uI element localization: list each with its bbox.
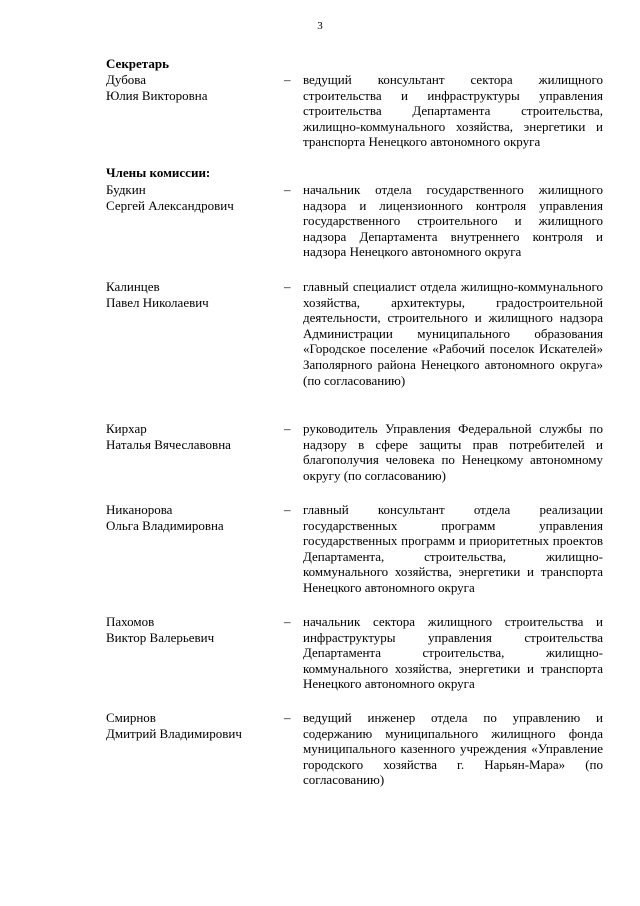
person-position: ведущий инженер отдела по управлению и содержанию муниципального жилищного фонда муниципального казенного учреждения «Управление городского хозяйства г. Нарьян-Мара» (по согласованию) xyxy=(303,710,603,788)
person-surname: Смирнов xyxy=(106,710,156,725)
separator-dash: – xyxy=(284,421,291,436)
person-given-names: Дмитрий Владимирович xyxy=(106,725,242,741)
secretary-heading: Секретарь xyxy=(106,56,169,71)
person-position: начальник сектора жилищного строительства и инфраструктуры управления строительства Департамента строительства, жилищно-коммунального хозяйства, энергетики и транспорта Ненецкого автономного округа xyxy=(303,614,603,692)
person-given-names: Павел Николаевич xyxy=(106,294,209,310)
person-given-names: Сергей Александрович xyxy=(106,197,234,213)
separator-dash: – xyxy=(284,182,291,197)
separator-dash: – xyxy=(284,614,291,629)
person-surname: Никанорова xyxy=(106,502,173,517)
person-name xyxy=(106,72,276,103)
person-position: руководитель Управления Федеральной службы по надзору в сфере защиты прав потребителей и благополучия человека по Ненецкому автономному округу (по согласованию) xyxy=(303,421,603,483)
separator-dash: – xyxy=(284,710,291,725)
person-position: ведущий консультант сектора жилищного строительства и инфраструктуры управления строительства Департамента строительства, жилищно-коммунального хозяйства, энергетики и транспорта Ненецкого автономного округа xyxy=(303,72,603,150)
person-name xyxy=(106,710,276,741)
person-surname: Пахомов xyxy=(106,614,155,629)
person-name xyxy=(106,614,276,645)
person-position: главный консультант отдела реализации государственных программ управления государственных программ и приоритетных проектов Департамента, строительства, жилищно-коммунального хозяйства, энергетики и транспорта Ненецкого автономного округа xyxy=(303,502,603,595)
person-position: главный специалист отдела жилищно-коммунального хозяйства, архитектуры, градостроительной деятельности, строительного и жилищного надзора Администрации муниципального образования «Городское поселение «Рабочий поселок Искателей» Заполярного района Ненецкого автономного округа» (по согласованию) xyxy=(303,279,603,388)
separator-dash: – xyxy=(284,279,291,294)
members-heading: Члены комиссии: xyxy=(106,165,211,180)
person-name xyxy=(106,182,276,213)
person-position: начальник отдела государственного жилищного надзора и лицензионного контроля управления государственного строительного и жилищного надзора Департамента внутреннего контроля и надзора Ненецкого автономного округа xyxy=(303,182,603,260)
page-number: 3 xyxy=(317,20,323,32)
person-surname: Будкин xyxy=(106,182,146,197)
person-surname: Дубова xyxy=(106,72,147,87)
person-given-names: Виктор Валерьевич xyxy=(106,629,215,645)
person-given-names: Юлия Викторовна xyxy=(106,87,208,103)
person-name xyxy=(106,502,276,533)
person-name xyxy=(106,421,276,452)
separator-dash: – xyxy=(284,72,291,87)
person-surname: Кирхар xyxy=(106,421,147,436)
person-surname: Калинцев xyxy=(106,279,160,294)
person-given-names: Наталья Вячеславовна xyxy=(106,436,231,452)
person-name xyxy=(106,279,276,310)
separator-dash: – xyxy=(284,502,291,517)
person-given-names: Ольга Владимировна xyxy=(106,517,224,533)
